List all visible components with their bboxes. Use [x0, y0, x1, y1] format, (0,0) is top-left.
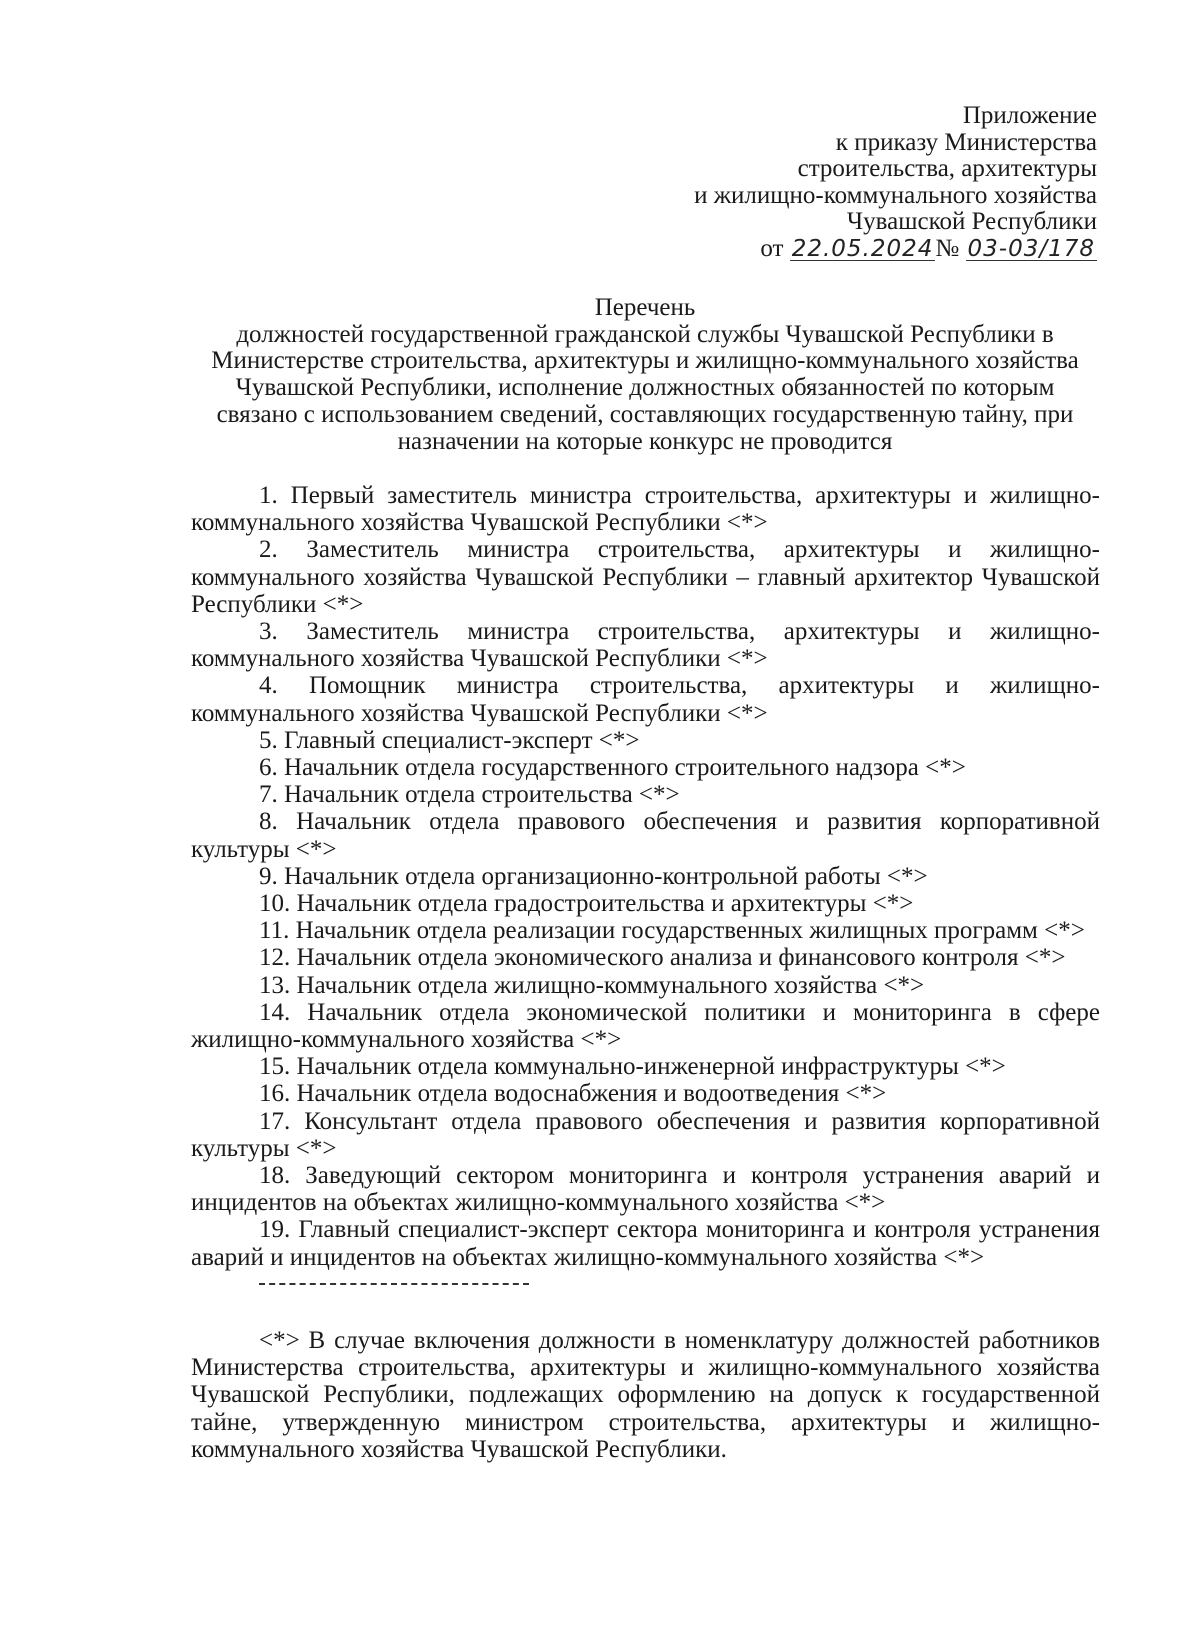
title-heading: Перечень — [594, 294, 696, 321]
list-item: 17. Консультант отдела правового обеспечения и развития корпоративной культуры <*> — [191, 1107, 1100, 1162]
list-item: 11. Начальник отдела реализации государственных жилищных программ <*> — [259, 917, 1085, 945]
list-item: 14. Начальник отдела экономической политики и мониторинга в сфере жилищно-коммунального хозяйства <*> — [191, 998, 1100, 1054]
list-item: 15. Начальник отдела коммунально-инженерной инфраструктуры <*> — [259, 1053, 1006, 1081]
date-prefix: от — [760, 234, 784, 262]
list-item: 7. Начальник отдела строительства <*> — [259, 781, 680, 809]
header-line: Чувашской Республики — [846, 208, 1097, 235]
title-line: связано с использованием сведений, составляющих государственную тайну, при — [216, 400, 1074, 428]
title-line: должностей государственной гражданской службы Чувашской Республики в — [236, 320, 1054, 348]
list-item: 1. Первый заместитель министра строительства, архитектуры и жилищно-коммунального хозяйства Чувашской Республики <*> — [191, 482, 1100, 537]
footnote-separator — [259, 1283, 529, 1285]
list-item: 16. Начальник отдела водоснабжения и водоотведения <*> — [259, 1080, 887, 1108]
header-line: и жилищно-коммунального хозяйства — [694, 181, 1097, 209]
list-item: 3. Заместитель министра строительства, архитектуры и жилищно-коммунального хозяйства Чувашской Республики <*> — [191, 618, 1100, 673]
appendix-header — [537, 103, 1097, 262]
handwritten-date: 22.05.2024 — [791, 235, 934, 262]
list-item: 10. Начальник отдела градостроительства и архитектуры <*> — [259, 890, 914, 918]
list-item: 12. Начальник отдела экономического анализа и финансового контроля <*> — [259, 944, 1066, 972]
list-item: 18. Заведующий сектором мониторинга и контроля устранения аварий и инцидентов на объектах жилищно-коммунального хозяйства <*> — [191, 1162, 1100, 1217]
list-item: 2. Заместитель министра строительства, архитектуры и жилищно-коммунального хозяйства Чувашской Республики – главный архитектор Чувашской Республики <*> — [191, 536, 1100, 618]
list-item: 6. Начальник отдела государственного строительного надзора <*> — [259, 754, 966, 782]
positions-list — [191, 482, 1100, 1271]
document-title — [205, 295, 1085, 455]
list-item: 8. Начальник отдела правового обеспечения и развития корпоративной культуры <*> — [191, 808, 1100, 863]
list-item: 5. Главный специалист-эксперт <*> — [259, 726, 640, 754]
list-item: 19. Главный специалист-эксперт сектора мониторинга и контроля устранения аварий и инцидентов на объектах жилищно-коммунального хозяйства <*> — [191, 1216, 1100, 1271]
header-line: строительства, архитектуры — [797, 155, 1097, 182]
header-line: Приложение — [962, 102, 1097, 129]
list-item: 13. Начальник отдела жилищно-коммунального хозяйства <*> — [259, 971, 925, 999]
list-item: 4. Помощник министра строительства, архитектуры и жилищно-коммунального хозяйства Чувашской Республики <*> — [191, 672, 1100, 727]
header-line: к приказу Министерства — [835, 128, 1097, 156]
title-line: назначении на которые конкурс не проводится — [397, 427, 893, 455]
title-line: Министерстве строительства, архитектуры и жилищно-коммунального хозяйства — [211, 347, 1079, 375]
list-item: 9. Начальник отдела организационно-контрольной работы <*> — [259, 862, 928, 890]
handwritten-number: 03-03/178 — [967, 235, 1095, 262]
title-line: Чувашской Республики, исполнение должностных обязанностей по которым — [235, 374, 1055, 402]
footnote: <*> В случае включения должности в номенклатуру должностей работников Министерства строительства, архитектуры и жилищно-коммунального хозяйства Чувашской Республики, подлежащих оформлению на допуск к государственной тайне, утвержденную министром строительства, архитектуры и жилищно-коммунального хозяйства Чувашской Республики. — [191, 1327, 1100, 1463]
number-prefix: № — [935, 234, 960, 262]
order-date-number — [537, 236, 1097, 263]
